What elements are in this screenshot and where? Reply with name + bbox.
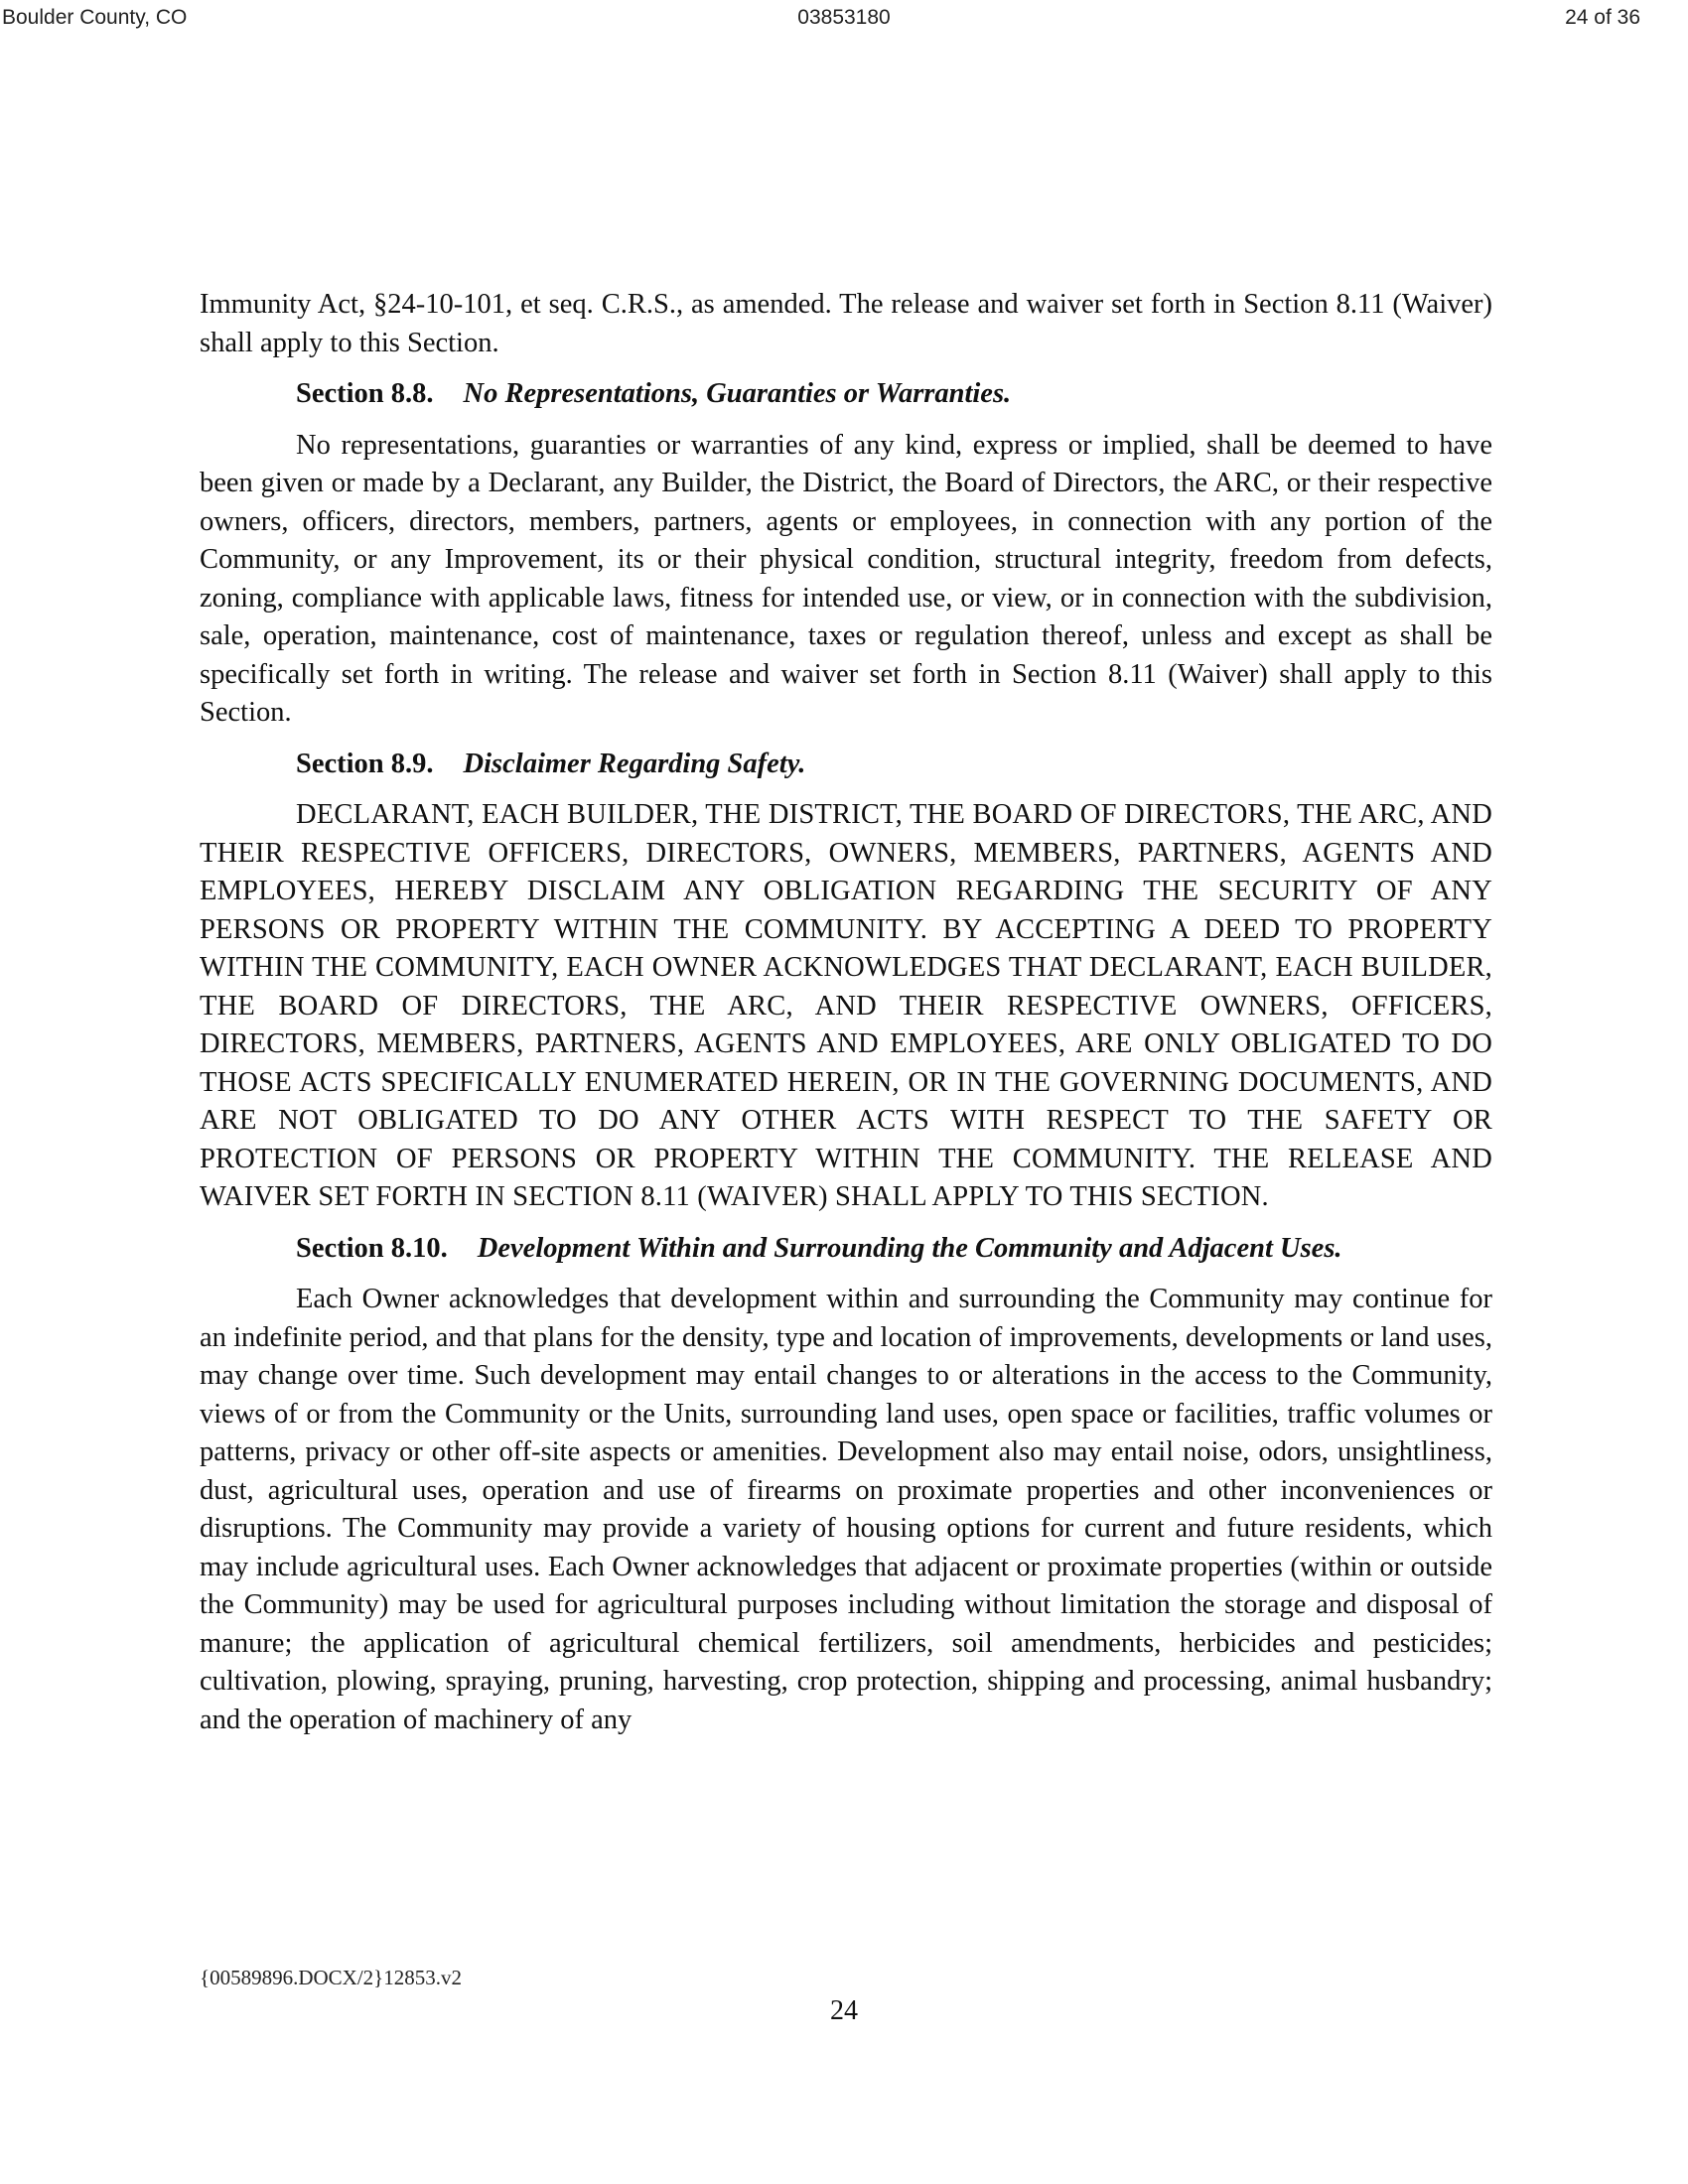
section-title: Development Within and Surrounding the Community and Adjacent Uses. [477, 1232, 1342, 1264]
section-8-8-text: No representations, guaranties or warranties of any kind, express or implied, shall be deemed to have been given or made by a Declarant, any Builder, the District, the Board of Directors, the ARC, or their respective owners, officers, directors, members, partners, agents or employees, in connection with any portion of the Community, or any Improvement, its or their physical condition, structural integrity, freedom from defects, zoning, compliance with applicable laws, fitness for intended use, or view, or in connection with the subdivision, sale, operation, maintenance, cost of maintenance, taxes or regulation thereof, unless and except as shall be specifically set forth in writing. The release and waiver set forth in Section 8.11 (Waiver) shall apply to this Section. [200, 429, 1492, 728]
page-header [0, 6, 1688, 36]
section-title: No Representations, Guaranties or Warranties. [463, 378, 1012, 409]
document-body [200, 286, 1492, 1739]
section-8-10-heading [200, 1230, 1492, 1269]
county-label: Boulder County, CO [2, 6, 188, 29]
section-8-9-text: DECLARANT, EACH BUILDER, THE DISTRICT, THE BOARD OF DIRECTORS, THE ARC, AND THEIR RESPECTIVE OFFICERS, DIRECTORS, OWNERS, MEMBERS, PARTNERS, AGENTS AND EMPLOYEES, HEREBY DISCLAIM ANY OBLIGATION REGARDING THE SECURITY OF ANY PERSONS OR PROPERTY WITHIN THE COMMUNITY. BY ACCEPTING A DEED TO PROPERTY WITHIN THE COMMUNITY, EACH OWNER ACKNOWLEDGES THAT DECLARANT, EACH BUILDER, THE BOARD OF DIRECTORS, THE ARC, AND THEIR RESPECTIVE OWNERS, OFFICERS, DIRECTORS, MEMBERS, PARTNERS, AGENTS AND EMPLOYEES, ARE ONLY OBLIGATED TO DO THOSE ACTS SPECIFICALLY ENUMERATED HEREIN, OR IN THE GOVERNING DOCUMENTS, AND ARE NOT OBLIGATED TO DO ANY OTHER ACTS WITH RESPECT TO THE SAFETY OR PROTECTION OF PERSONS OR PROPERTY WITHIN THE COMMUNITY. THE RELEASE AND WAIVER SET FORTH IN SECTION 8.11 (WAIVER) SHALL APPLY TO THIS SECTION. [200, 799, 1492, 1212]
intro-paragraph: Immunity Act, §24-10-101, et seq. C.R.S., as amended. The release and waiver set forth in Section 8.11 (Waiver) shall apply to this Section. [200, 289, 1492, 358]
section-number: Section 8.10. [296, 1232, 448, 1264]
section-8-9-heading [200, 746, 1492, 784]
document-id: {00589896.DOCX/2}12853.v2 [200, 1966, 462, 1989]
section-number: Section 8.8. [296, 378, 434, 409]
page-count: 24 of 36 [1565, 6, 1640, 29]
section-number: Section 8.9. [296, 748, 434, 779]
section-title: Disclaimer Regarding Safety. [463, 748, 806, 779]
section-8-8-heading [200, 375, 1492, 414]
page-number: 24 [830, 1995, 858, 2026]
document-number: 03853180 [797, 6, 891, 29]
section-8-10-text: Each Owner acknowledges that development within and surrounding the Community may continue for an indefinite period, and that plans for the density, type and location of improvements, developments or land uses, may change over time. Such development may entail changes to or alterations in the access to the Community, views of or from the Community or the Units, surrounding land uses, open space or facilities, traffic volumes or patterns, privacy or other off-site aspects or amenities. Development also may entail noise, odors, unsightliness, dust, agricultural uses, operation and use of firearms on proximate properties and other inconveniences or disruptions. The Community may provide a variety of housing options for current and future residents, which may include agricultural uses. Each Owner acknowledges that adjacent or proximate properties (within or outside the Community) may be used for agricultural purposes including without limitation the storage and disposal of manure; the application of agricultural chemical fertilizers, soil amendments, herbicides and pesticides; cultivation, plowing, spraying, pruning, harvesting, crop protection, shipping and processing, animal husbandry; and the operation of machinery of any [200, 1284, 1492, 1735]
